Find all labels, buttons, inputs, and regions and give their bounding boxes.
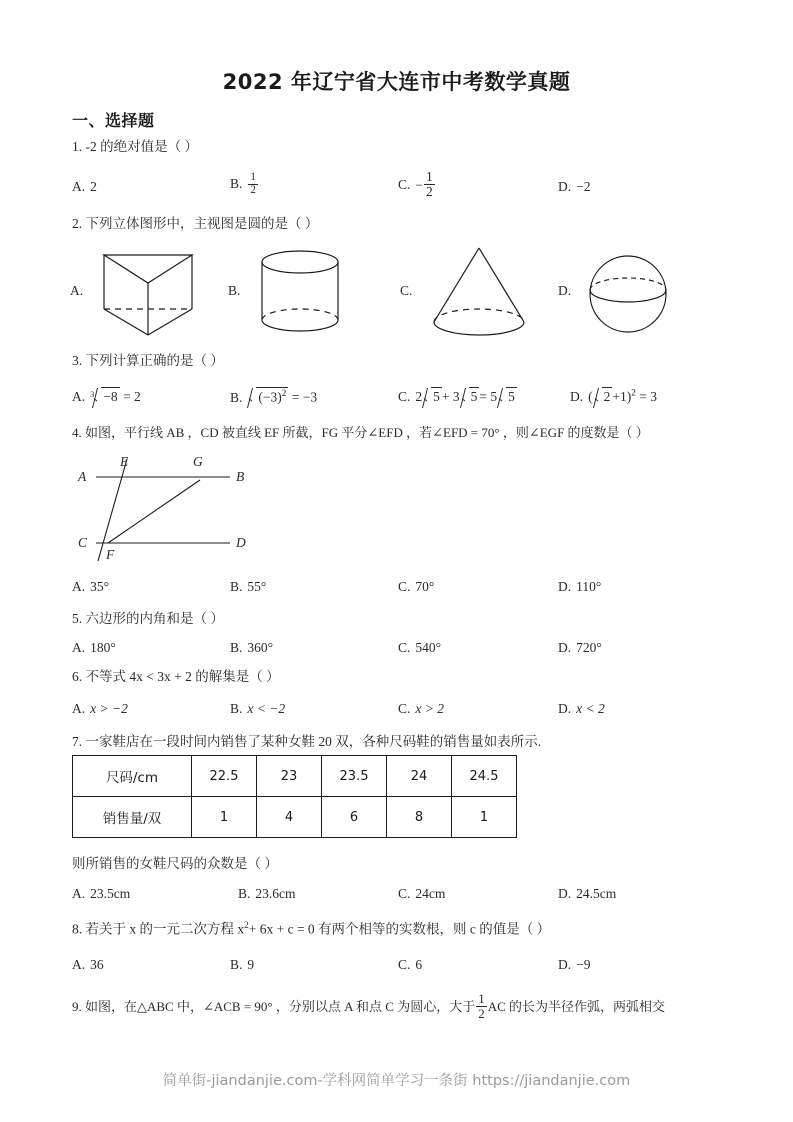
exponent: 2 (281, 388, 287, 398)
option-text: = 3 (639, 389, 657, 404)
radical-sign: 5 (460, 386, 480, 406)
radical-sign: 5 (422, 386, 442, 406)
option-text: 6 (415, 957, 423, 972)
fraction-one-half: $\frac{1}{2}$ (478, 991, 485, 1021)
option-label: A. (72, 179, 86, 194)
option-text: x > −2 (90, 701, 128, 716)
row-header-sales: 销售量/双 (73, 797, 192, 838)
table-cell-sales: 1 (192, 797, 257, 838)
question-1-option-c[interactable] (398, 170, 436, 199)
question-6-option-d[interactable] (558, 700, 605, 718)
table-row-sizes (73, 756, 517, 797)
shoe-sales-table (72, 755, 517, 838)
question-5-stem: 5. 六边形的内角和是（ ） (72, 611, 224, 626)
figure-label-g: G (193, 454, 203, 469)
footer-watermark: 简单街-jiandanjie.com-学科网简单学习一条街 https://jiandanjie.com (162, 1073, 631, 1089)
option-text: 35° (90, 579, 110, 594)
cylinder-figure (254, 248, 346, 343)
radical-sign: −8 (92, 386, 119, 406)
question-4-option-d[interactable] (558, 578, 601, 596)
question-1-stem: 1. -2 的绝对值是（ ） (72, 139, 198, 154)
question-9-stem: 9. 如图，在△ABC 中，∠ACB = 90° ，分别以点 A 和点 C 为圆心，大于 $\frac{1}{2}$ AC 的长为半径作弧，两弧相交 (72, 991, 666, 1021)
option-label: B. (230, 701, 243, 716)
radical-index: 3 (90, 389, 95, 399)
option-text: 110° (576, 579, 602, 594)
option-text: 55° (247, 579, 267, 594)
minus-sign: − (415, 177, 424, 193)
question-7-option-a[interactable] (72, 885, 130, 903)
option-label: D. (558, 579, 572, 594)
option-label: D. (558, 701, 572, 716)
option-text: 540° (415, 640, 442, 655)
table-cell-size: 23 (257, 756, 322, 797)
table-cell-sales: 4 (257, 797, 322, 838)
option-label: B. (238, 886, 251, 901)
option-text: 360° (247, 640, 274, 655)
option-text: 24cm (415, 886, 446, 901)
question-5-option-b[interactable] (230, 639, 273, 657)
triangular-prism-figure (96, 247, 200, 344)
option-label: C. (398, 957, 411, 972)
table-cell-size: 24 (387, 756, 452, 797)
question-2-stem: 2. 下列立体图形中，主视图是圆的是（ ） (72, 216, 319, 231)
figure-label-b: B (236, 469, 245, 484)
question-5-option-c[interactable] (398, 639, 441, 657)
option-text: −2 (576, 179, 591, 194)
option-label: C. (398, 886, 411, 901)
question-6-stem: 6. 不等式 4x < 3x + 2 的解集是（ ） (72, 669, 280, 684)
question-2-option-b-label[interactable]: B. (228, 283, 241, 298)
question-3-option-b[interactable] (230, 386, 317, 406)
figure-label-e: E (120, 454, 129, 469)
parallel-lines-figure (80, 455, 270, 570)
section-heading-multiple-choice: 一、选择题 (72, 111, 155, 130)
question-8-stem: 8. 若关于 x 的一元二次方程 $x^2+ 6x + c = 0$ 有两个相等的实数根，则 c 的值是（ ） (72, 920, 551, 937)
option-text: = 2 (123, 389, 141, 404)
option-label: A. (72, 579, 86, 594)
question-5-option-a[interactable] (72, 639, 116, 657)
option-label: B. (230, 389, 243, 405)
question-1-option-b[interactable] (230, 172, 259, 196)
option-label: D. (558, 640, 572, 655)
option-label: C. (398, 640, 411, 655)
table-cell-sales: 1 (452, 797, 517, 838)
option-text: x > 2 (415, 701, 444, 716)
table-cell-sales: 6 (322, 797, 387, 838)
question-6-option-b[interactable] (230, 700, 285, 718)
figure-label-c: C (78, 535, 88, 550)
option-text: 720° (576, 640, 602, 655)
question-2-option-d-label[interactable]: D. (558, 283, 572, 298)
option-text: 23.5cm (90, 886, 131, 901)
option-text: 9 (247, 957, 255, 972)
question-7-stem: 7. 一家鞋店在一段时间内销售了某种女鞋 20 双，各种尺码鞋的销售量如表所示. (72, 734, 542, 749)
sphere-figure (582, 250, 674, 345)
fraction-one-half: $\frac{1}{2}$ (426, 169, 433, 200)
question-8-option-a[interactable] (72, 956, 104, 974)
option-label: D. (558, 957, 572, 972)
question-6-option-a[interactable] (72, 700, 128, 718)
question-8-option-d[interactable] (558, 956, 591, 974)
figure-label-d: D (236, 535, 246, 550)
option-label: B. (230, 175, 243, 191)
option-label: A. (72, 701, 86, 716)
option-label: C. (398, 701, 411, 716)
question-1-option-d[interactable] (558, 178, 591, 196)
radical-sign: $(-3)^2$ (247, 386, 288, 406)
table-cell-size: 23.5 (322, 756, 387, 797)
question-8-option-b[interactable] (230, 956, 254, 974)
table-row-sales (73, 797, 517, 838)
option-label: A. (72, 886, 86, 901)
option-text: x < 2 (576, 701, 605, 716)
option-label: B. (230, 579, 243, 594)
question-5-option-d[interactable] (558, 639, 602, 657)
option-text: 2 (90, 179, 97, 194)
table-cell-size: 22.5 (192, 756, 257, 797)
option-text: x < −2 (247, 701, 286, 716)
question-4-option-a[interactable] (72, 578, 109, 596)
question-7-option-d[interactable] (558, 885, 616, 903)
question-6-option-c[interactable] (398, 700, 444, 718)
option-label: B. (230, 640, 243, 655)
question-7-option-c[interactable] (398, 885, 445, 903)
cone-figure (424, 242, 534, 345)
option-text: 180° (90, 640, 116, 655)
option-text: 23.6cm (255, 886, 296, 901)
table-cell-size: 24.5 (452, 756, 517, 797)
option-text: 36 (90, 957, 104, 972)
option-text: 24.5cm (576, 886, 617, 901)
option-label: B. (230, 957, 243, 972)
question-1-option-a[interactable] (72, 178, 97, 196)
question-3-stem: 3. 下列计算正确的是（ ） (72, 353, 224, 368)
exponent: 2 (631, 387, 636, 398)
table-cell-sales: 8 (387, 797, 452, 838)
option-label: D. (558, 179, 572, 194)
question-7-stem-continued: 则所销售的女鞋尺码的众数是（ ） (72, 856, 278, 871)
question-3-option-a[interactable] (72, 386, 141, 406)
question-3-option-d[interactable]: D. ( 2 +1)$^2$ = 3 (570, 386, 657, 406)
question-8-option-c[interactable] (398, 956, 422, 974)
question-3-option-c[interactable]: C. 2 5 + 3 5 = 5 5 (398, 386, 517, 406)
option-label: C. (398, 389, 411, 404)
option-label: A. (72, 389, 86, 404)
figure-label-f: F (106, 547, 115, 562)
option-label: D. (570, 389, 584, 404)
row-header-size: 尺码/cm (73, 756, 192, 797)
option-label: D. (558, 886, 572, 901)
radical-sign: 5 (497, 386, 517, 406)
page-title: 2022 年辽宁省大连市中考数学真题 (222, 70, 571, 94)
option-label: C. (398, 579, 411, 594)
exponent: 2 (244, 920, 249, 930)
question-2-option-c-label[interactable]: C. (400, 283, 413, 298)
option-label: C. (398, 177, 411, 193)
question-2-option-a-label[interactable]: A. (70, 283, 84, 298)
radical-sign: 2 (593, 386, 613, 406)
figure-label-a: A (78, 469, 87, 484)
option-text: −9 (576, 957, 591, 972)
option-label: A. (72, 640, 86, 655)
fraction-one-half: $\frac{1}{2}$ (250, 171, 256, 196)
option-text: 70° (415, 579, 435, 594)
question-4-stem: 4. 如图，平行线 AB ，CD 被直线 EF 所截，FG 平分∠EFD ，若∠EFD = 70° ，则∠EGF 的度数是（ ） (72, 425, 649, 440)
question-4-option-b[interactable] (230, 578, 266, 596)
question-7-option-b[interactable] (238, 885, 296, 903)
question-4-option-c[interactable] (398, 578, 434, 596)
option-label: A. (72, 957, 86, 972)
option-text: = −3 (291, 389, 318, 405)
